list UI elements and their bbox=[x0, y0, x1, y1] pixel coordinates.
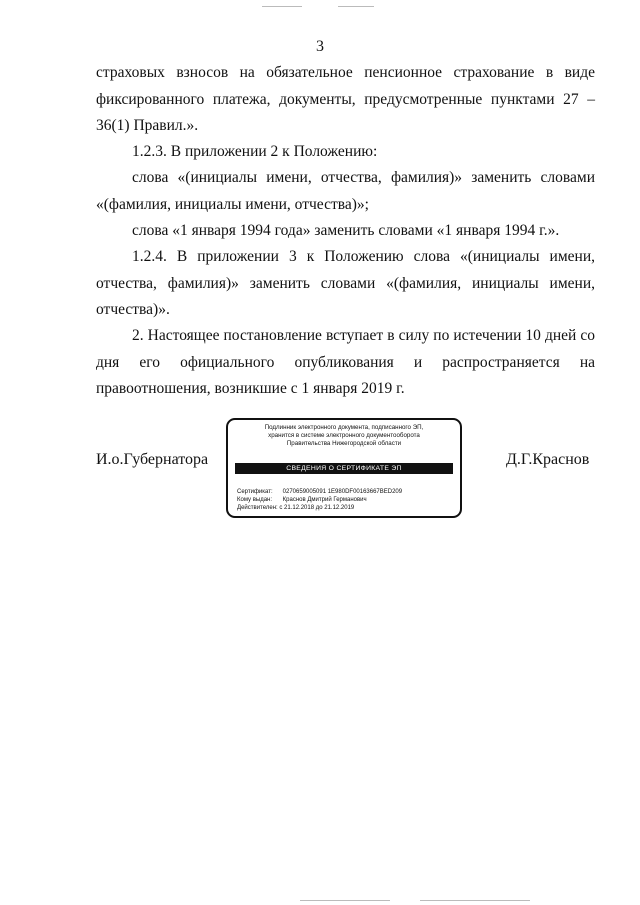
stamp-issued-row bbox=[237, 496, 367, 504]
stamp-certificate-value: 0270659005091 1E980DF00163667BED209 bbox=[282, 489, 403, 495]
paragraph-annex-2-heading: 1.2.3. В приложении 2 к Положению: bbox=[132, 143, 378, 160]
stamp-issued-label: Кому выдан: bbox=[237, 497, 273, 503]
page-number: 3 bbox=[316, 38, 324, 55]
stamp-header-line: хранится в системе электронного документооборота bbox=[268, 432, 420, 439]
electronic-signature-stamp bbox=[226, 418, 462, 518]
scan-artifact bbox=[300, 900, 390, 901]
paragraph-effective-date: 2. Настоящее постановление вступает в силу по истечении 10 дней со дня его официального опубликования и распространяется на правоотношения, возникшие с 1 января 2019 г. bbox=[96, 327, 595, 397]
stamp-issued-value: Краснов Дмитрий Германович bbox=[282, 497, 367, 503]
scan-artifact bbox=[262, 6, 302, 7]
scan-artifact bbox=[420, 900, 530, 901]
stamp-certificate-banner: СВЕДЕНИЯ О СЕРТИФИКАТЕ ЭП bbox=[235, 463, 453, 474]
paragraph-annex-2-date: слова «1 января 1994 года» заменить словами «1 января 1994 г.». bbox=[132, 222, 560, 239]
stamp-header-line: Подлинник электронного документа, подписанного ЭП, bbox=[264, 424, 424, 431]
stamp-validity-row bbox=[237, 504, 354, 512]
paragraph-annex-3: 1.2.4. В приложении 3 к Положению слова «(инициалы имени, отчества, фамилия)» заменить словами «(фамилия, инициалы имени, отчества)». bbox=[96, 248, 595, 318]
stamp-validity-value: с 21.12.2018 до 21.12.2019 bbox=[279, 505, 355, 511]
paragraph-pension-contributions: страховых взносов на обязательное пенсионное страхование в виде фиксированного платежа, документы, предусмотренные пунктами 27 – 36(1) Правил.». bbox=[96, 64, 595, 134]
stamp-certificate-label: Сертификат: bbox=[237, 489, 273, 495]
scan-artifact bbox=[338, 6, 374, 7]
paragraph-annex-2-initials: слова «(инициалы имени, отчества, фамилия)» заменить словами «(фамилия, инициалы имени, отчества)»; bbox=[96, 169, 595, 213]
signatory-name: Д.Г.Краснов bbox=[506, 451, 590, 468]
stamp-certificate-row bbox=[237, 488, 402, 496]
stamp-header-line: Правительства Нижегородской области bbox=[286, 440, 402, 447]
stamp-validity-label: Действителен: bbox=[237, 505, 278, 511]
signatory-position: И.о.Губернатора bbox=[96, 451, 209, 468]
